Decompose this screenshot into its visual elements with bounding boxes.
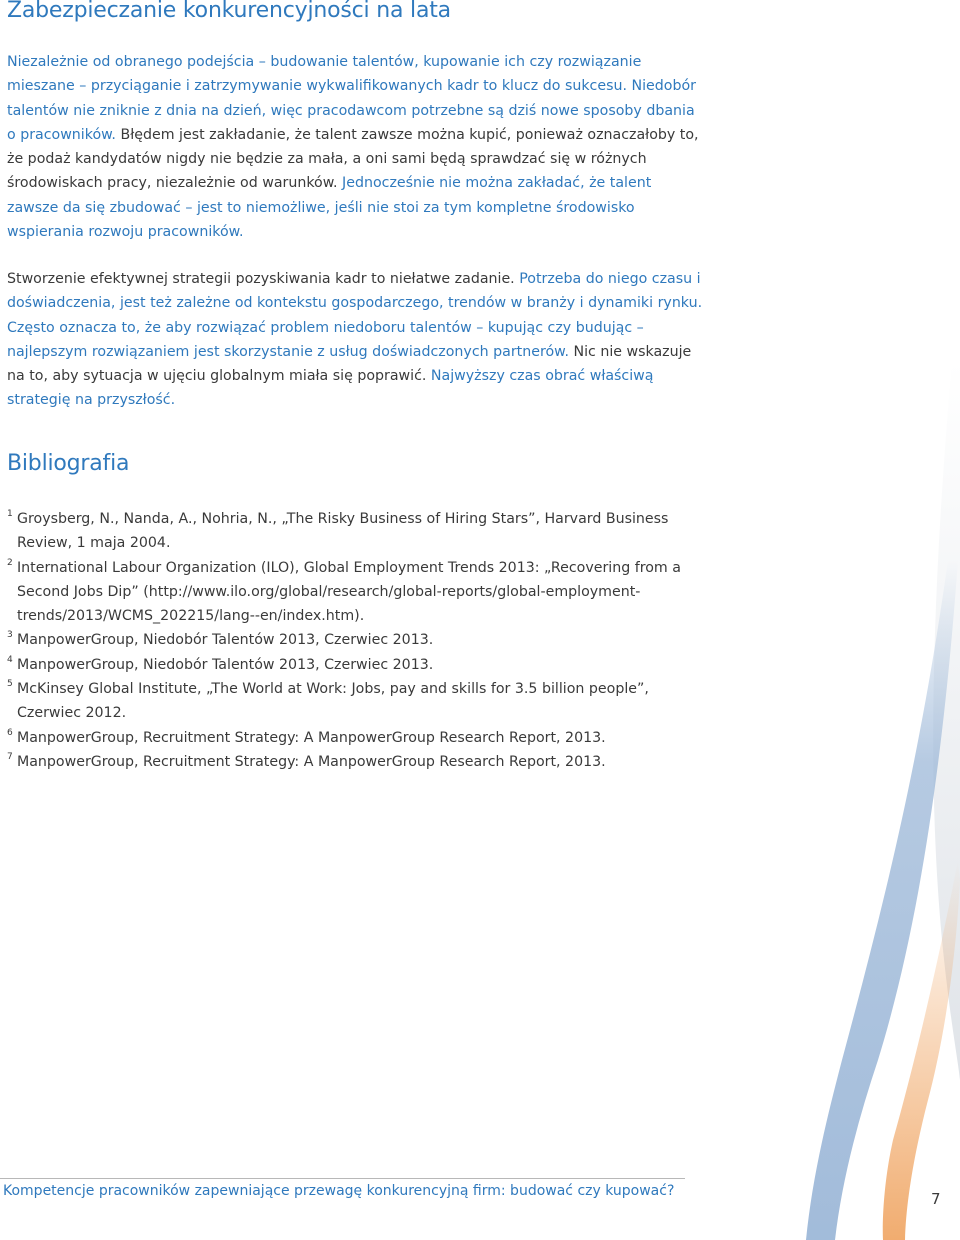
- reference-number: 3: [7, 630, 13, 641]
- reference-text: International Labour Organization (ILO), Global Employment Trends 2013: „Recovering from a Second Jobs Dip” (http://www.ilo.org/global/research/global-reports/global-employment-trends/2013/WCMS_202215/lang--en/index.htm).: [17, 559, 681, 625]
- page-title: Zabezpieczanie konkurencyjności na lata: [7, 0, 451, 23]
- strategy-closing-text: Najwyższy czas obrać właściwą strategię na przyszłość.: [7, 368, 654, 409]
- reference-number: 2: [7, 557, 13, 568]
- reference-text: ManpowerGroup, Niedobór Talentów 2013, Czerwiec 2013.: [17, 632, 434, 649]
- page-number: 7: [931, 1190, 941, 1208]
- intro-lead-text: Niezależnie od obranego podejścia – budowanie talentów, kupowanie ich czy rozwiązanie mieszane – przyciąganie i zatrzymywanie wykwalifikowanych kadr to klucz do sukcesu. Niedobór talentów nie zniknie z dnia na dzień, więc pracodawcom potrzebne są dziś nowe sposoby dbania o pracowników.: [7, 54, 696, 143]
- reference-number: 1: [7, 509, 13, 519]
- blue-ribbon-shape: [806, 560, 958, 1240]
- intro-body-text: Błędem jest zakładanie, że talent zawsze można kupić, ponieważ oznaczałoby to, że podaż kandydatów nigdy nie będzie za mała, a oni sami będą sprawdzać się w różnych środowiskach pracy, niezależnie od warunków.: [7, 126, 699, 192]
- reference-number: 4: [7, 654, 13, 665]
- strategy-lead-text: Stworzenie efektywnej strategii pozyskiwania kadr to niełatwe zadanie.: [7, 271, 515, 287]
- reference-text: ManpowerGroup, Niedobór Talentów 2013, Czerwiec 2013.: [17, 656, 434, 673]
- reference-text: ManpowerGroup, Recruitment Strategy: A ManpowerGroup Research Report, 2013.: [17, 729, 606, 746]
- footer-text: Kompetencje pracowników zapewniające przewagę konkurencyjną firm: budować czy kupować?: [3, 1183, 675, 1199]
- reference-text: ManpowerGroup, Recruitment Strategy: A ManpowerGroup Research Report, 2013.: [17, 753, 606, 770]
- reference-number: 5: [7, 679, 13, 690]
- reference-text: McKinsey Global Institute, „The World at Work: Jobs, pay and skills for 3.5 billion people”, Czerwiec 2012.: [17, 681, 649, 722]
- strategy-highlight-text: Potrzeba do niego czasu i doświadczenia, jest też zależne od kontekstu gospodarczego, trendów w branży i dynamiki rynku. Często oznacza to, że aby rozwiązać problem niedoboru talentów – kupując czy budując – najlepszym rozwiązaniem jest skorzystanie z usług doświadczonych partnerów.: [7, 271, 703, 360]
- reference-number: 7: [7, 751, 13, 762]
- strategy-body-text: Nic nie wskazuje na to, aby sytuacja w ujęciu globalnym miała się poprawić.: [7, 343, 692, 385]
- reference-text: Groysberg, N., Nanda, A., Nohria, N., „The Risky Business of Hiring Stars”, Harvard Business Review, 1 maja 2004.: [17, 511, 669, 552]
- reference-number: 6: [7, 727, 13, 738]
- footer-divider: [0, 1178, 685, 1179]
- intro-closing-text: Jednocześnie nie można zakładać, że talent zawsze da się zbudować – jest to niemożliwe, jeśli nie stoi za tym kompletne środowisko wspierania rozwoju pracowników.: [7, 175, 652, 241]
- bibliography-heading: Bibliografia: [7, 451, 130, 476]
